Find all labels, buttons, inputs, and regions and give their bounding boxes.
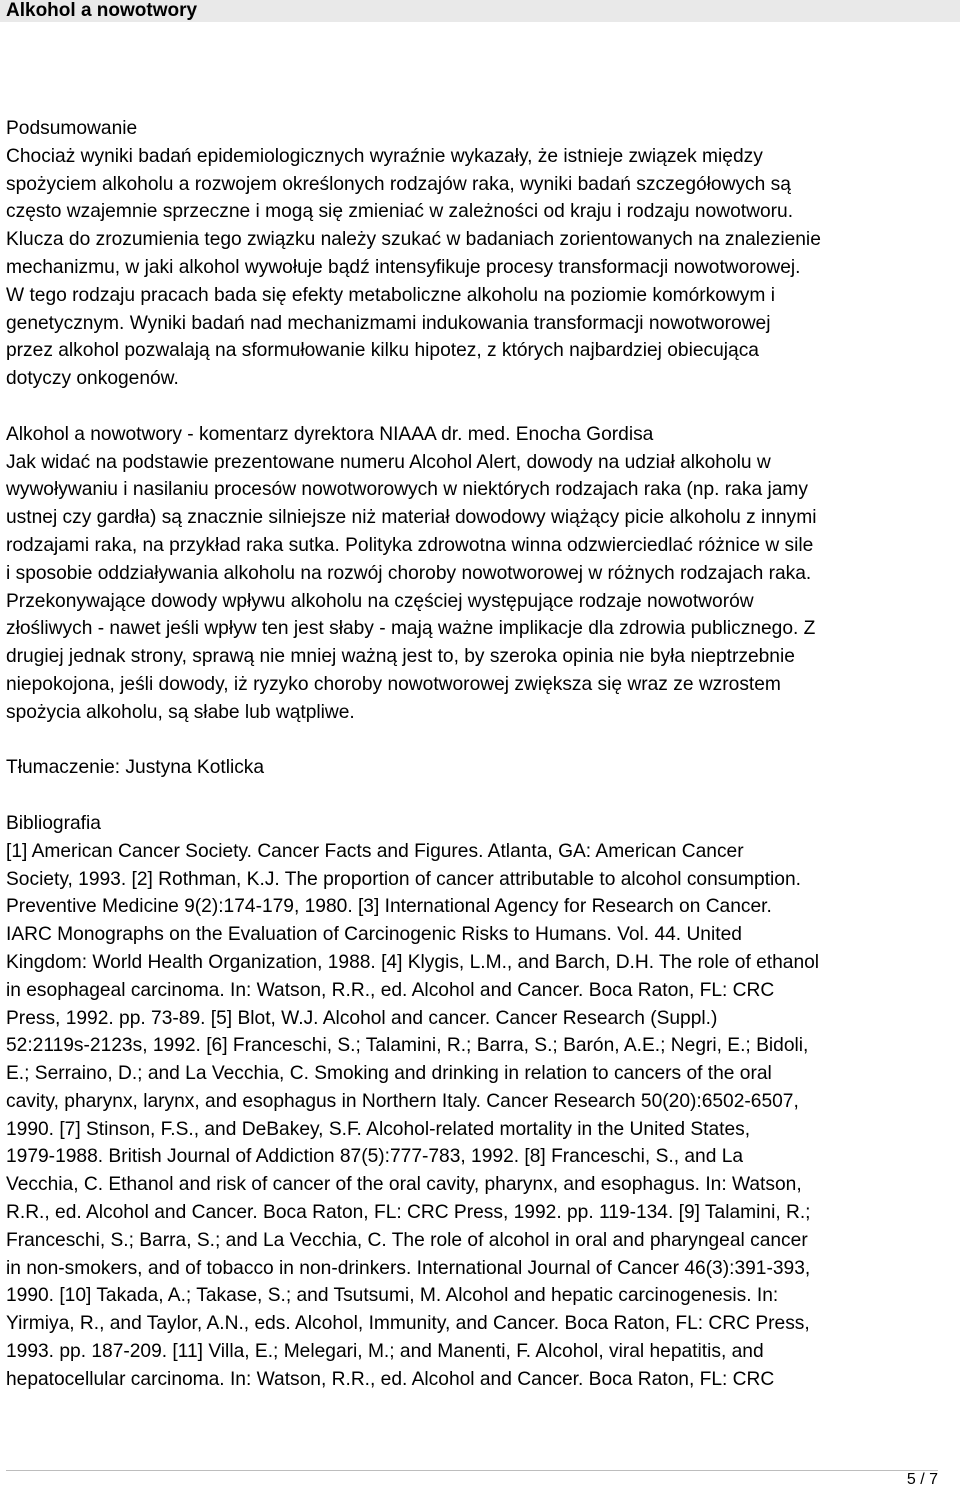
summary-line: spożyciem alkoholu a rozwojem określonych rodzajów raka, wyniki badań szczegółowych są — [6, 173, 791, 195]
translation-credit: Tłumaczenie: Justyna Kotlicka — [6, 757, 265, 779]
header-bar — [0, 0, 960, 22]
summary-line: Chociaż wyniki badań epidemiologicznych wyraźnie wykazały, że istnieje związek między — [6, 145, 763, 167]
commentary-line: wywoływaniu i nasilaniu procesów nowotworowych w niektórych rodzajach raka (np. raka jamy — [6, 479, 808, 501]
summary-line: Klucza do zrozumienia tego związku należy szukać w badaniach zorientowanych na znalezienie — [6, 229, 821, 251]
bibliography-line: Preventive Medicine 9(2):174-179, 1980. [3] International Agency for Research on Cancer. — [6, 896, 772, 918]
commentary-line: złośliwych - nawet jeśli wpływ ten jest słaby - mają ważne implikacje dla zdrowia publicznego. Z — [6, 618, 816, 640]
summary-line: W tego rodzaju pracach bada się efekty metaboliczne alkoholu na poziomie komórkowym i — [6, 284, 775, 306]
bibliography-list — [6, 838, 956, 1394]
summary-line: często wzajemnie sprzeczne i mogą się zmieniać w zależności od kraju i rodzaju nowotworu. — [6, 201, 794, 223]
bibliography-line: E.; Serraino, D.; and La Vecchia, C. Smoking and drinking in relation to cancers of the oral — [6, 1063, 772, 1085]
summary-line: dotyczy onkogenów. — [6, 368, 179, 390]
commentary-line: i sposobie oddziaływania alkoholu na rozwój choroby nowotworowej w różnych rodzajach raka. — [6, 562, 812, 584]
spacer — [6, 782, 956, 810]
summary-heading: Podsumowanie — [6, 118, 138, 139]
bibliography-line: Franceschi, S.; Barra, S.; and La Vecchia, C. The role of alcohol in oral and pharyngeal cancer — [6, 1229, 808, 1251]
commentary-line: Przekonywające dowody wpływu alkoholu na częściej występujące rodzaje nowotworów — [6, 590, 754, 612]
commentary-line: rodzajami raka, na przykład raka sutka. Polityka zdrowotna winna odzwierciedlać różnice w sile — [6, 534, 814, 556]
bibliography-line: Kingdom: World Health Organization, 1988. [4] Klygis, L.M., and Barch, D.H. The role of ethanol — [6, 951, 820, 973]
footer-divider — [6, 1470, 938, 1471]
page-number: 5 / 7 — [906, 1471, 938, 1488]
bibliography-line: cavity, pharynx, larynx, and esophagus in Northern Italy. Cancer Research 50(20):6502-6507, — [6, 1090, 799, 1112]
bibliography-line: hepatocellular carcinoma. In: Watson, R.R., ed. Alcohol and Cancer. Boca Raton, FL: CRC — [6, 1368, 775, 1390]
bibliography-line: 52:2119s-2123s, 1992. [6] Franceschi, S.; Talamini, R.; Barra, S.; Barón, A.E.; Negri, E.; Bidoli, — [6, 1035, 809, 1057]
bibliography-line: 1990. [7] Stinson, F.S., and DeBakey, S.F. Alcohol-related mortality in the United States, — [6, 1118, 751, 1140]
bibliography-line: R.R., ed. Alcohol and Cancer. Boca Raton, FL: CRC Press, 1992. pp. 119-134. [9] Talamini, R.; — [6, 1202, 811, 1224]
spacer — [6, 727, 956, 755]
bibliography-line: IARC Monographs on the Evaluation of Carcinogenic Risks to Humans. Vol. 44. United — [6, 924, 742, 946]
bibliography-line: Vecchia, C. Ethanol and risk of cancer of the oral cavity, pharynx, and esophagus. In: Watson, — [6, 1174, 802, 1196]
bibliography-line: in esophageal carcinoma. In: Watson, R.R., ed. Alcohol and Cancer. Boca Raton, FL: CRC — [6, 979, 775, 1001]
bibliography-line: Yirmiya, R., and Taylor, A.N., eds. Alcohol, Immunity, and Cancer. Boca Raton, FL: CRC Press, — [6, 1313, 810, 1335]
bibliography-line: Press, 1992. pp. 73-89. [5] Blot, W.J. Alcohol and cancer. Cancer Research (Suppl.) — [6, 1007, 718, 1029]
bibliography-line: in non-smokers, and of tobacco in non-drinkers. International Journal of Cancer 46(3):391-393, — [6, 1257, 811, 1279]
document-title: Alkohol a nowotwory — [6, 0, 198, 21]
commentary-line: ustnej czy gardła) są znacznie silniejsze niż materiał dowodowy wiążący picie alkoholu z innymi — [6, 507, 817, 529]
bibliography-line: 1990. [10] Takada, A.; Takase, S.; and Tsutsumi, M. Alcohol and hepatic carcinogenesis. In: — [6, 1285, 779, 1307]
commentary-paragraph — [6, 449, 956, 727]
commentary-line: Jak widać na podstawie prezentowane numeru Alcohol Alert, dowody na udział alkoholu w — [6, 451, 771, 473]
bibliography-line: 1993. pp. 187-209. [11] Villa, E.; Melegari, M.; and Manenti, F. Alcohol, viral hepatitis, and — [6, 1341, 764, 1363]
spacer — [6, 393, 956, 421]
bibliography-line: [1] American Cancer Society. Cancer Facts and Figures. Atlanta, GA: American Cancer — [6, 840, 744, 862]
bibliography-heading: Bibliografia — [6, 812, 101, 834]
document-body — [6, 115, 956, 1394]
summary-line: genetycznym. Wyniki badań nad mechanizmami indukowania transformacji nowotworowej — [6, 312, 771, 334]
summary-line: przez alkohol pozwalają na sformułowanie kilku hipotez, z których najbardziej obiecująca — [6, 340, 759, 362]
summary-paragraph — [6, 143, 956, 393]
summary-line: mechanizmu, w jaki alkohol wywołuje bądź intensyfikuje procesy transformacji nowotworowej. — [6, 256, 801, 278]
bibliography-line: Society, 1993. [2] Rothman, K.J. The proportion of cancer attributable to alcohol consumption. — [6, 868, 801, 890]
commentary-line: spożycia alkoholu, są słabe lub wątpliwe. — [6, 701, 355, 723]
commentary-line: niepokojona, jeśli dowody, iż ryzyko choroby nowotworowej zwiększa się wraz ze wzrostem — [6, 673, 781, 695]
bibliography-line: 1979-1988. British Journal of Addiction 87(5):777-783, 1992. [8] Franceschi, S., and La — [6, 1146, 744, 1168]
commentary-line: drugiej jednak strony, sprawą nie mniej ważną jest to, by szeroka opinia nie była nieptrzebnie — [6, 646, 795, 668]
commentary-heading: Alkohol a nowotwory - komentarz dyrektora NIAAA dr. med. Enocha Gordisa — [6, 423, 654, 445]
